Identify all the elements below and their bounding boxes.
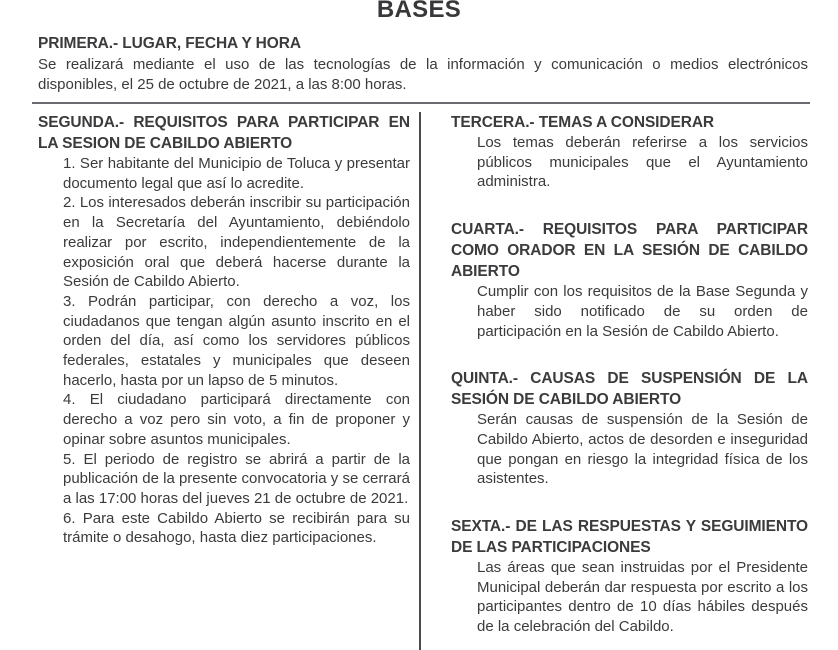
sexta-body: Las áreas que sean instruidas por el Presidente Municipal deberán dar respuesta por escrito a los participantes dentro de 10 días hábiles después de la celebración del Cabildo. [477, 559, 808, 636]
tercera-body: Los temas deberán referirse a los servicios públicos municipales que el Ayuntamiento administra. [477, 134, 808, 191]
section-tercera [451, 112, 808, 192]
section-cuarta [451, 219, 808, 341]
segunda-item-4: 4. El ciudadano participará directamente con derecho a voz pero sin voto, a fin de proponer y opinar sobre asuntos municipales. [63, 391, 410, 448]
primera-heading: PRIMERA.- LUGAR, FECHA Y HORA [38, 35, 301, 52]
segunda-item-3: 3. Podrán participar, con derecho a voz, los ciudadanos que tengan algún asunto inscrito en el orden del día, así como los servidores públicos federales, estatales y municipales que deseen hacerlo, hasta por un lapso de 5 minutos. [63, 292, 410, 389]
segunda-item-6: 6. Para este Cabildo Abierto se recibirán para su trámite o desahogo, hasta diez participaciones. [63, 509, 410, 547]
column-divider [419, 112, 421, 650]
section-primera [0, 24, 838, 95]
sexta-heading: SEXTA.- DE LAS RESPUESTAS Y SEGUIMIENTO DE LAS PARTICIPACIONES [451, 518, 808, 557]
cuarta-heading: CUARTA.- REQUISITOS PARA PARTICIPAR COMO ORADOR EN LA SESIÓN DE CABILDO ABIERTO [451, 221, 808, 281]
tercera-heading: TERCERA.- TEMAS A CONSIDERAR [451, 114, 715, 131]
section-quinta [451, 368, 808, 489]
horizontal-divider [32, 102, 810, 104]
segunda-item-2: 2. Los interesados deberán inscribir su participación en la Secretaría del Ayuntamiento, debiéndolo realizar por escrito, independientemente de la exposición oral que deberá hacerse durante la Sesión de Cabildo Abierto. [63, 194, 410, 291]
segunda-item-5: 5. El periodo de registro se abrirá a partir de la publicación de la presente convocatoria y se cerrará a las 17:00 horas del jueves 21 de octubre de 2021. [63, 450, 410, 507]
right-column [451, 112, 808, 650]
left-column [38, 112, 410, 650]
segunda-heading: SEGUNDA.- REQUISITOS PARA PARTICIPAR EN LA SESION DE CABILDO ABIERTO [38, 114, 410, 152]
primera-body: Se realizará mediante el uso de las tecnologías de la información y comunicación o medios electrónicos disponibles, el 25 de octubre de 2021, a las 8:00 horas. [38, 56, 808, 93]
quinta-heading: QUINTA.- CAUSAS DE SUSPENSIÓN DE LA SESIÓN DE CABILDO ABIERTO [451, 370, 808, 409]
segunda-item-1: 1. Ser habitante del Municipio de Toluca y presentar documento legal que así lo acredite. [63, 155, 410, 192]
document-title: BASES [376, 0, 462, 23]
quinta-body: Serán causas de suspensión de la Sesión de Cabildo Abierto, actos de desorden e inseguridad que pongan en riesgo la integridad física de los asistentes. [477, 411, 808, 488]
section-sexta [451, 516, 808, 637]
cuarta-body: Cumplir con los requisitos de la Base Segunda y haber sido notificado de su orden de participación en la Sesión de Cabildo Abierto. [477, 283, 808, 340]
two-column-area [0, 112, 838, 650]
